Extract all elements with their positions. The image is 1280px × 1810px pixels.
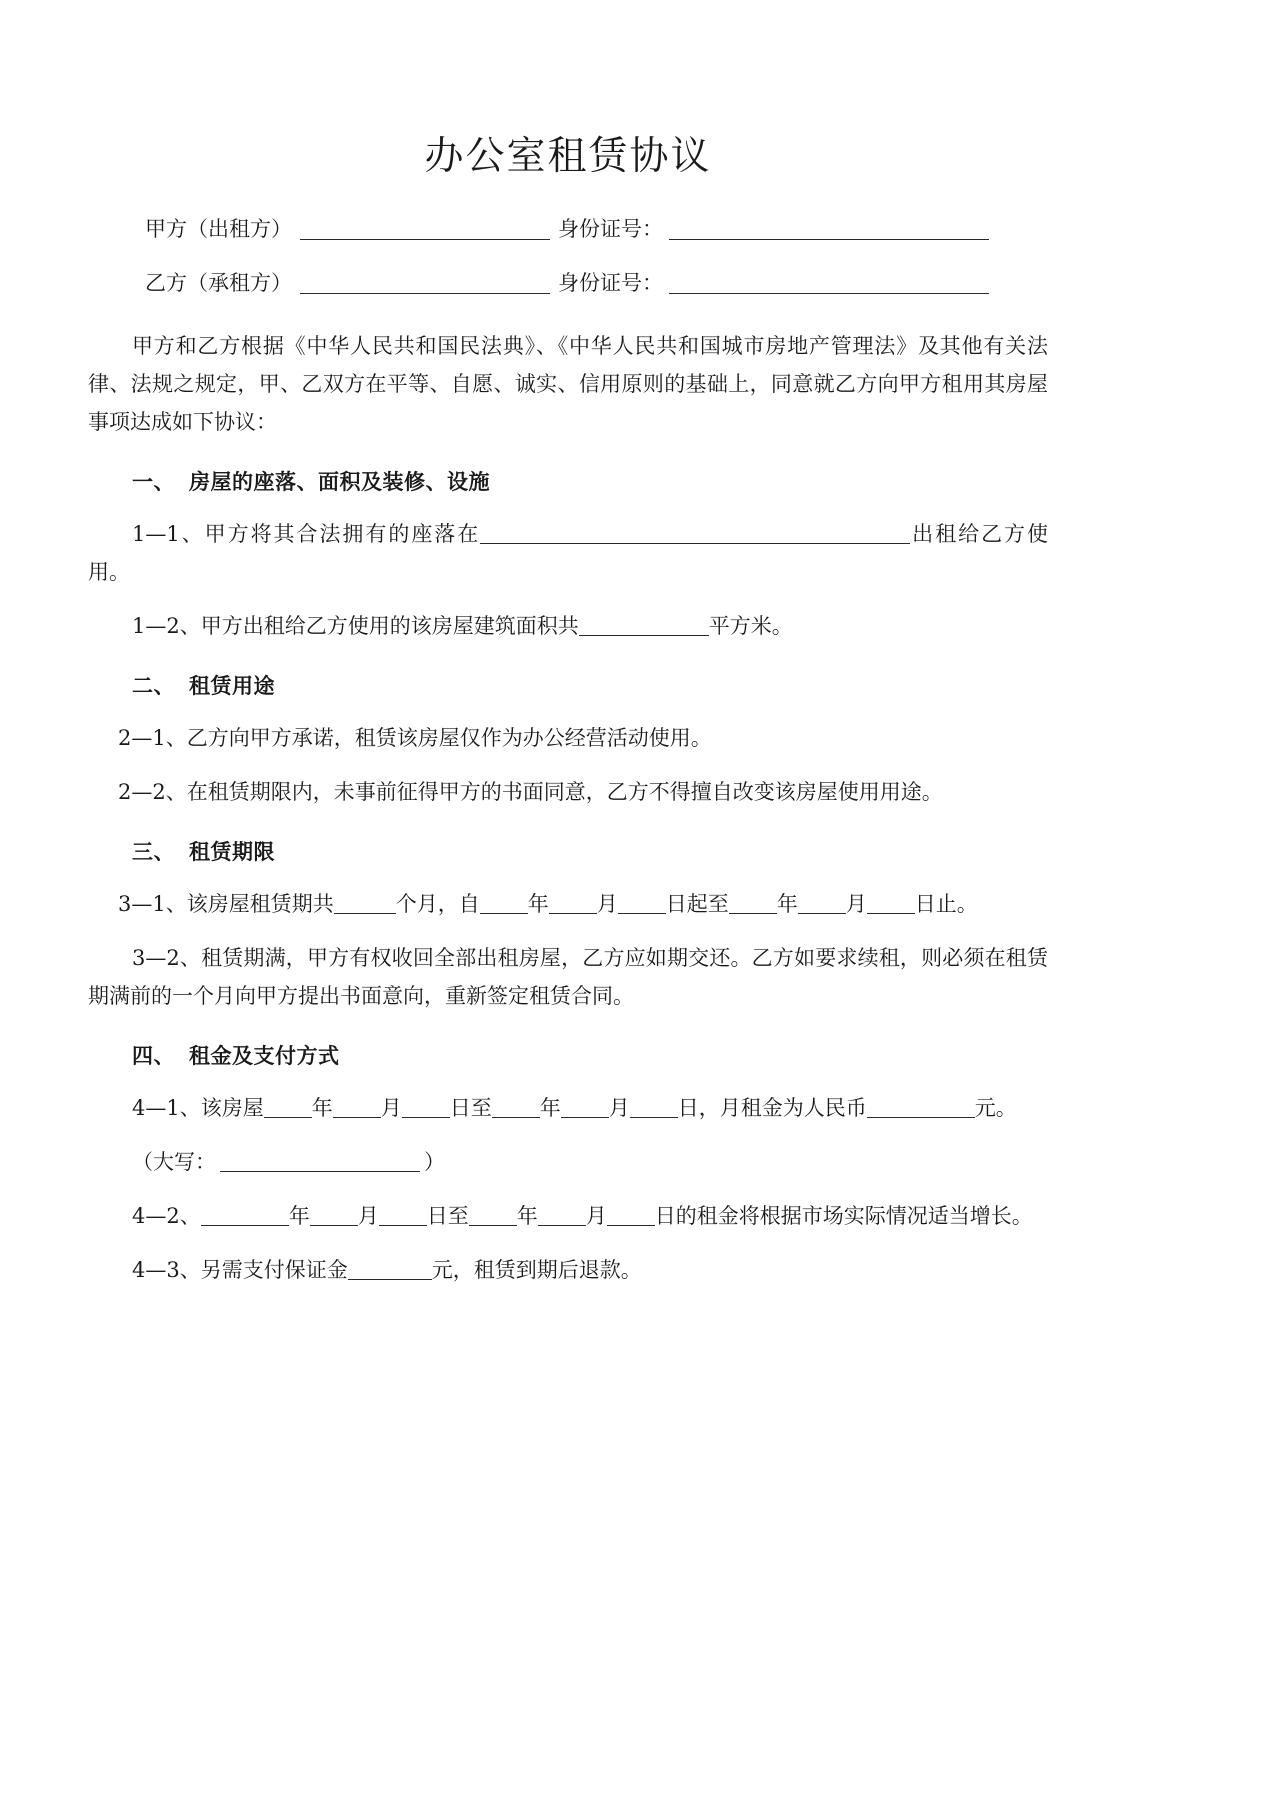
clause-4-2-t2: 年	[288, 1203, 310, 1228]
clause-4-3	[88, 1251, 1048, 1289]
section-heading-2	[88, 667, 1048, 705]
adjust-start-year-input[interactable]	[201, 1209, 289, 1226]
adjust-start-month-input[interactable]	[310, 1209, 358, 1226]
property-address-input[interactable]	[480, 527, 910, 544]
clause-2-1-label: 2—1、	[118, 725, 187, 750]
clause-4-3-t1: 另需支付保证金	[200, 1257, 348, 1282]
monthly-rent-input[interactable]	[867, 1101, 975, 1118]
clause-3-1-t2: 个月，自	[395, 891, 480, 916]
rent-end-month-input[interactable]	[561, 1101, 609, 1118]
section-number-2: 二、	[132, 672, 175, 698]
clause-3-2-text: 租赁期满，甲方有权收回全部出租房屋，乙方应如期交还。乙方如要求续租，则必须在租赁期满前的一个月向甲方提出书面意向，重新签定租赁合同。	[88, 945, 1048, 1008]
lease-start-year-input[interactable]	[480, 897, 528, 914]
party-fields	[88, 216, 1048, 295]
section-number-4: 四、	[132, 1042, 175, 1068]
clause-4-1-capitalized	[88, 1143, 1048, 1181]
landlord-id-label: 身份证号：	[558, 216, 663, 241]
tenant-name-input[interactable]	[300, 276, 550, 294]
clause-4-2-t3: 月	[357, 1203, 379, 1228]
clause-2-1	[88, 719, 1048, 757]
lease-end-year-input[interactable]	[729, 897, 777, 914]
clause-1-2-text-after: 平方米。	[708, 613, 793, 638]
clause-1-1	[88, 515, 1048, 591]
clause-3-1-label: 3—1、	[118, 891, 187, 916]
adjust-end-year-input[interactable]	[469, 1209, 517, 1226]
clause-3-2-label: 3—2、	[132, 945, 202, 970]
clause-4-1-t7: 日，月租金为人民币	[677, 1095, 867, 1120]
section-heading-3	[88, 833, 1048, 871]
adjust-end-day-input[interactable]	[607, 1209, 655, 1226]
clause-4-2-t6: 月	[585, 1203, 607, 1228]
adjust-end-month-input[interactable]	[538, 1209, 586, 1226]
clause-3-1-t8: 日止。	[914, 891, 978, 916]
rent-start-year-input[interactable]	[264, 1101, 312, 1118]
clause-3-1	[88, 885, 1048, 923]
clause-4-2-label: 4—2、	[132, 1203, 201, 1228]
clause-3-1-t5: 日起至	[665, 891, 729, 916]
clause-4-1-t2: 年	[311, 1095, 333, 1120]
clause-4-2-t7: 日的租金将根据市场实际情况适当增长。	[654, 1203, 1033, 1228]
tenant-id-label: 身份证号：	[558, 270, 663, 295]
clause-4-1-label: 4—1、	[132, 1095, 201, 1120]
section-title-3: 租赁期限	[189, 838, 275, 864]
clause-1-2	[88, 607, 1048, 645]
clause-4-3-t2: 元，租赁到期后退款。	[431, 1257, 642, 1282]
clause-4-2-t5: 年	[516, 1203, 538, 1228]
section-title-4: 租金及支付方式	[189, 1042, 340, 1068]
section-number-1: 一、	[132, 468, 175, 494]
capitalized-prefix: （大写：	[132, 1149, 216, 1174]
party-row-tenant	[88, 270, 1048, 295]
clause-2-2-label: 2—2、	[118, 779, 187, 804]
clause-4-1-t6: 月	[608, 1095, 630, 1120]
page-title: 办公室租赁协议	[424, 134, 712, 179]
landlord-label: 甲方（出租方）	[145, 216, 292, 241]
clause-4-1-t4: 日至	[449, 1095, 492, 1120]
clause-2-1-text: 乙方向甲方承诺，租赁该房屋仅作为办公经营活动使用。	[186, 725, 712, 750]
clause-2-2-text: 在租赁期限内，未事前征得甲方的书面同意，乙方不得擅自改变该房屋使用用途。	[186, 779, 943, 804]
clause-4-2	[88, 1197, 1048, 1235]
section-title-1: 房屋的座落、面积及装修、设施	[189, 468, 490, 494]
adjust-start-day-input[interactable]	[379, 1209, 427, 1226]
clause-4-1-t8: 元。	[974, 1095, 1017, 1120]
clause-3-1-t3: 年	[527, 891, 549, 916]
section-heading-1	[88, 463, 1048, 501]
rent-in-words-input[interactable]	[220, 1155, 420, 1172]
clause-1-1-label: 1—1、	[132, 521, 205, 546]
rent-end-year-input[interactable]	[492, 1101, 540, 1118]
section-number-3: 三、	[132, 838, 175, 864]
clause-4-1-t5: 年	[539, 1095, 561, 1120]
clause-4-1	[88, 1089, 1048, 1127]
clause-2-2	[88, 773, 1048, 811]
clause-3-1-t4: 月	[596, 891, 618, 916]
rent-start-month-input[interactable]	[333, 1101, 381, 1118]
clause-4-3-label: 4—3、	[132, 1257, 201, 1282]
lease-start-month-input[interactable]	[549, 897, 597, 914]
capitalized-suffix: ）	[424, 1149, 445, 1174]
lease-months-input[interactable]	[334, 897, 396, 914]
section-heading-4	[88, 1037, 1048, 1075]
preamble-paragraph: 甲方和乙方根据《中华人民共和国民法典》、《中华人民共和国城市房地产管理法》及其他有关法律、法规之规定，甲、乙双方在平等、自愿、诚实、信用原则的基础上，同意就乙方向甲方租用其房屋事项达成如下协议：	[88, 333, 1048, 434]
party-row-landlord	[88, 216, 1048, 241]
clause-4-2-t4: 日至	[426, 1203, 469, 1228]
deposit-amount-input[interactable]	[348, 1263, 432, 1280]
clause-3-1-t7: 月	[845, 891, 867, 916]
clause-1-2-label: 1—2、	[132, 613, 201, 638]
clause-3-1-t6: 年	[776, 891, 798, 916]
rent-end-day-input[interactable]	[630, 1101, 678, 1118]
landlord-name-input[interactable]	[300, 222, 550, 240]
lease-end-month-input[interactable]	[798, 897, 846, 914]
clause-3-2	[88, 939, 1048, 1015]
tenant-id-input[interactable]	[669, 276, 989, 294]
clause-1-1-text-after: 出租给乙方使用。	[88, 521, 1048, 584]
clause-4-1-t3: 月	[380, 1095, 402, 1120]
lease-end-day-input[interactable]	[867, 897, 915, 914]
tenant-label: 乙方（承租方）	[145, 270, 292, 295]
clause-1-2-text-before: 甲方出租给乙方使用的该房屋建筑面积共	[200, 613, 579, 638]
rent-start-day-input[interactable]	[402, 1101, 450, 1118]
clause-3-1-t1: 该房屋租赁期共	[186, 891, 334, 916]
document-content	[88, 0, 1048, 1305]
clause-4-1-t1: 该房屋	[200, 1095, 264, 1120]
landlord-id-input[interactable]	[669, 222, 989, 240]
section-title-2: 租赁用途	[189, 672, 275, 698]
clause-1-1-text-before: 甲方将其合法拥有的座落在	[204, 521, 481, 546]
building-area-input[interactable]	[579, 619, 709, 636]
lease-start-day-input[interactable]	[618, 897, 666, 914]
